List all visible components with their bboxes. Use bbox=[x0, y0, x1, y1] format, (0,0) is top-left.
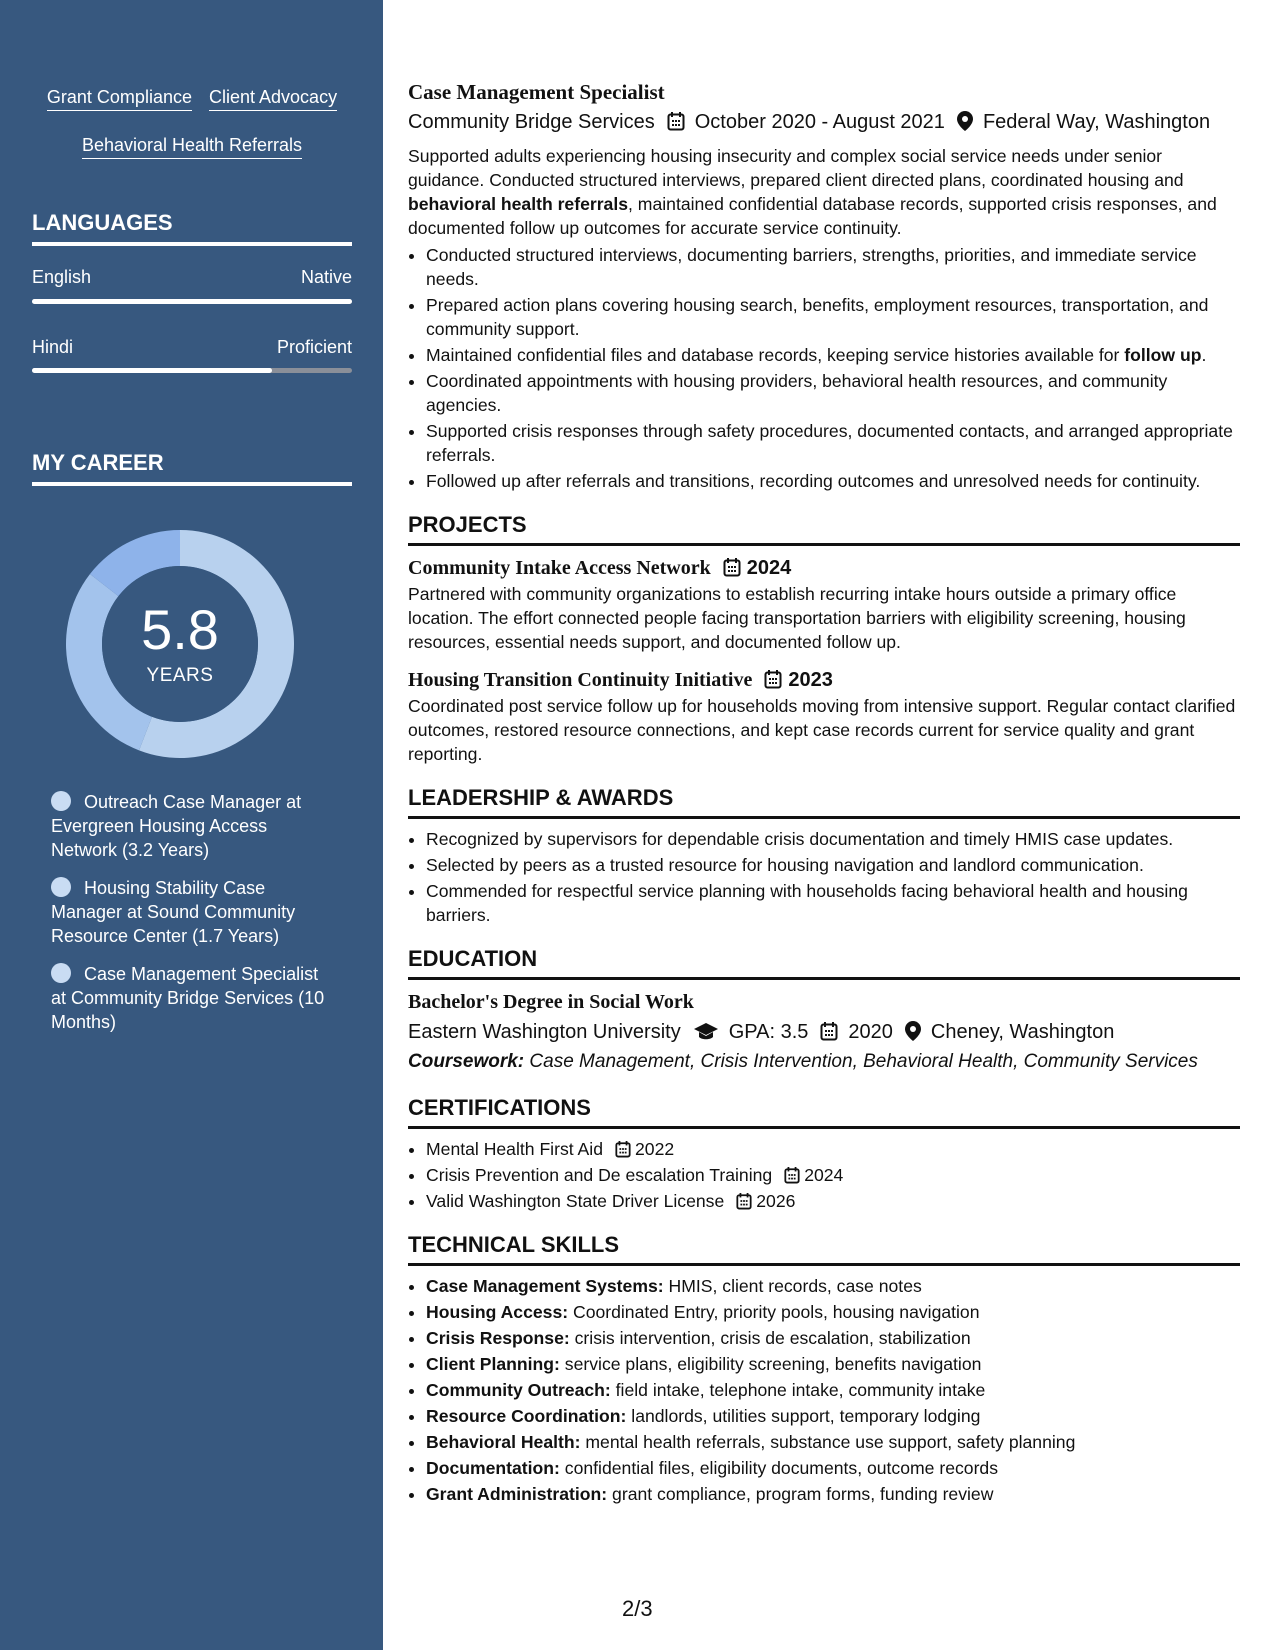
career-total-unit: YEARS bbox=[146, 665, 214, 686]
skill-tags bbox=[32, 86, 352, 182]
job-bullets bbox=[426, 243, 1240, 493]
skill-tag: Grant Compliance bbox=[47, 86, 192, 111]
list-item: • Crisis Prevention and De escalation Training 2024 bbox=[426, 1163, 1240, 1187]
sidebar bbox=[0, 0, 383, 1650]
language-row bbox=[32, 267, 352, 288]
gpa: GPA: 3.5 bbox=[728, 1021, 809, 1043]
skills-heading: TECHNICAL SKILLS bbox=[408, 1231, 1240, 1266]
graduation-cap-icon bbox=[693, 1021, 719, 1041]
language-name: English bbox=[32, 267, 92, 287]
project-title: Community Intake Access Network 2024 bbox=[408, 557, 792, 579]
job-summary: Supported adults experiencing housing insecurity and complex social service needs under senior guidance. Conducted structured interviews, prepared client directed plans, coordinated housing and behavioral health referrals, maintained confidential database records, supported crisis responses, and documented follow up outcomes for accurate service continuity. bbox=[408, 146, 1217, 238]
language-bar-fill bbox=[32, 368, 272, 373]
coursework: Coursework: Case Management, Crisis Intervention, Behavioral Health, Community Services bbox=[408, 1051, 1198, 1072]
career-item: Outreach Case Manager at Evergreen Housing Access Network (3.2 Years) bbox=[51, 792, 302, 860]
calendar-icon bbox=[736, 1192, 752, 1210]
career-heading: MY CAREER bbox=[32, 450, 352, 486]
list-item: • Conducted structured interviews, documenting barriers, strengths, priorities, and immediate service needs. bbox=[426, 243, 1240, 291]
job-title: Case Management Specialist bbox=[408, 80, 665, 104]
language-bar bbox=[32, 368, 352, 373]
calendar-icon bbox=[764, 669, 782, 689]
calendar-icon bbox=[820, 1021, 838, 1041]
list-item: • Resource Coordination: landlords, utilities support, temporary lodging bbox=[426, 1404, 1240, 1428]
calendar-icon bbox=[667, 111, 685, 131]
job-meta bbox=[408, 108, 1240, 136]
location-pin-icon bbox=[905, 1021, 921, 1041]
languages-heading: LANGUAGES bbox=[32, 210, 352, 246]
list-item: • Valid Washington State Driver License 2026 bbox=[426, 1189, 1240, 1213]
certifications-heading: CERTIFICATIONS bbox=[408, 1094, 1240, 1129]
list-item: • Client Planning: service plans, eligibility screening, benefits navigation bbox=[426, 1352, 1240, 1376]
list-item: • Behavioral Health: mental health referrals, substance use support, safety planning bbox=[426, 1430, 1240, 1454]
language-level: Native bbox=[300, 267, 352, 287]
job-dates: October 2020 - August 2021 bbox=[694, 111, 945, 133]
degree-title: Bachelor's Degree in Social Work bbox=[408, 991, 694, 1013]
calendar-icon bbox=[615, 1140, 631, 1158]
project-year: 2024 bbox=[746, 557, 792, 579]
project-description: Partnered with community organizations to establish recurring intake hours outside a primary office location. The effort connected people facing transportation barriers with eligibility screening, housing resources, essential needs support, and documented follow up. bbox=[408, 584, 1186, 652]
language-level: Proficient bbox=[276, 337, 352, 357]
certifications-list bbox=[426, 1137, 1240, 1213]
career-list bbox=[51, 790, 326, 1048]
awards-heading: LEADERSHIP & AWARDS bbox=[408, 784, 1240, 819]
awards-list bbox=[426, 827, 1240, 927]
skill-tag: Client Advocacy bbox=[209, 86, 337, 111]
career-item: Housing Stability Case Manager at Sound Community Resource Center (1.7 Years) bbox=[51, 878, 296, 946]
job-location: Federal Way, Washington bbox=[982, 111, 1211, 133]
list-item: • Coordinated appointments with housing providers, behavioral health resources, and community agencies. bbox=[426, 369, 1240, 417]
location-pin-icon bbox=[957, 111, 973, 131]
bullet-dot-icon bbox=[51, 791, 71, 811]
list-item: • Recognized by supervisors for dependable crisis documentation and timely HMIS case updates. bbox=[426, 827, 1240, 851]
list-item: • Documentation: confidential files, eligibility documents, outcome records bbox=[426, 1456, 1240, 1480]
language-bar bbox=[32, 299, 352, 304]
projects-heading: PROJECTS bbox=[408, 511, 1240, 546]
list-item: • Grant Administration: grant compliance, program forms, funding review bbox=[426, 1482, 1240, 1506]
list-item: • Housing Access: Coordinated Entry, priority pools, housing navigation bbox=[426, 1300, 1240, 1324]
school-name: Eastern Washington University bbox=[408, 1021, 681, 1043]
list-item: • Commended for respectful service planning with households facing behavioral health and housing barriers. bbox=[426, 879, 1240, 927]
calendar-icon bbox=[784, 1166, 800, 1184]
education-heading: EDUCATION bbox=[408, 945, 1240, 980]
career-total-years: 5.8 bbox=[141, 598, 219, 661]
page-number: 2/3 bbox=[622, 1596, 653, 1621]
calendar-icon bbox=[723, 557, 741, 577]
list-item: • Selected by peers as a trusted resource for housing navigation and landlord communication. bbox=[426, 853, 1240, 877]
language-name: Hindi bbox=[32, 337, 74, 357]
project-description: Coordinated post service follow up for households moving from intensive support. Regular contact clarified outcomes, restored resource connections, and kept case records current for service quality and grant reporting. bbox=[408, 696, 1236, 764]
list-item: • Followed up after referrals and transitions, recording outcomes and unresolved needs for continuity. bbox=[426, 469, 1240, 493]
list-item: • Mental Health First Aid 2022 bbox=[426, 1137, 1240, 1161]
list-item: • Prepared action plans covering housing search, benefits, employment resources, transportation, and community support. bbox=[426, 293, 1240, 341]
skill-tag: Behavioral Health Referrals bbox=[82, 134, 302, 159]
school-location: Cheney, Washington bbox=[930, 1021, 1115, 1043]
list-item: • Community Outreach: field intake, telephone intake, community intake bbox=[426, 1378, 1240, 1402]
list-item: • Supported crisis responses through safety procedures, documented contacts, and arranged appropriate referrals. bbox=[426, 419, 1240, 467]
graduation-year: 2020 bbox=[848, 1021, 893, 1043]
language-row bbox=[32, 337, 352, 358]
main-content bbox=[408, 78, 1240, 1508]
list-item: • Maintained confidential files and database records, keeping service histories available for follow up. bbox=[426, 343, 1240, 367]
bullet-dot-icon bbox=[51, 963, 71, 983]
career-item: Case Management Specialist at Community Bridge Services (10 Months) bbox=[51, 964, 325, 1032]
project-year: 2023 bbox=[788, 669, 833, 691]
list-item: • Crisis Response: crisis intervention, crisis de escalation, stabilization bbox=[426, 1326, 1240, 1350]
skills-list bbox=[426, 1274, 1240, 1506]
project-title: Housing Transition Continuity Initiative 2023 bbox=[408, 669, 833, 691]
list-item: • Case Management Systems: HMIS, client records, case notes bbox=[426, 1274, 1240, 1298]
job-company: Community Bridge Services bbox=[408, 111, 655, 133]
bullet-dot-icon bbox=[51, 877, 71, 897]
language-bar-fill bbox=[32, 299, 352, 304]
education-meta bbox=[408, 1018, 1240, 1046]
